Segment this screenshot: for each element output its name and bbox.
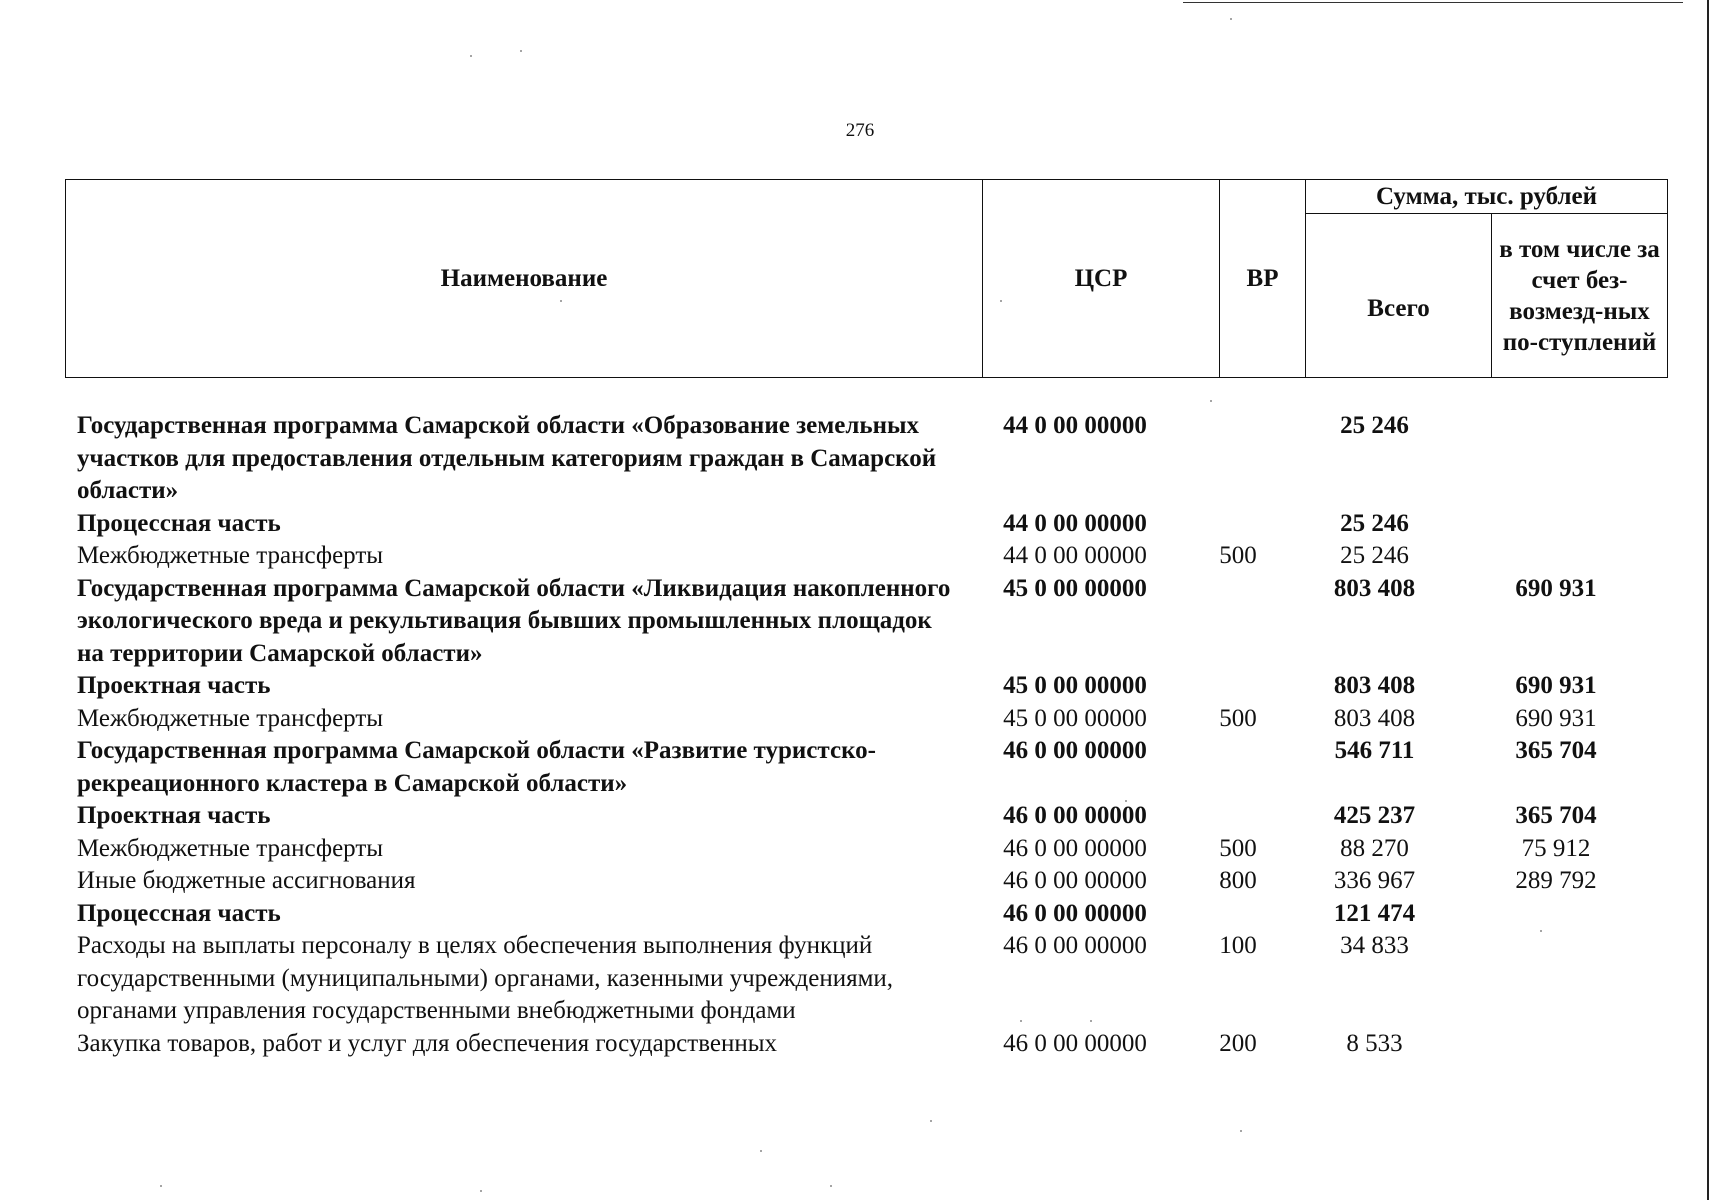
table-row [65,735,1668,800]
header-sum-group: Сумма, тыс. рублей [1306,180,1668,214]
row-name: Процессная часть [77,899,281,927]
table-row [65,670,1668,703]
row-grants: 365 704 [1515,802,1597,829]
scan-speck [1020,1020,1022,1022]
row-name: Государственная программа Самарской области «Образование земельных участков для предоставления отдельным категориям граждан в Самарской области» [77,412,937,504]
row-grants: 365 704 [1515,737,1597,764]
row-csr: 45 0 00 00000 [1003,704,1147,732]
scan-speck [1125,800,1127,802]
top-rule [1183,2,1683,3]
table-row [65,573,1668,671]
table-row [65,800,1668,833]
row-vr: 100 [1219,932,1257,959]
table-row [65,865,1668,898]
row-csr: 45 0 00 00000 [1003,672,1147,699]
scan-speck [1540,930,1542,932]
row-vr: 800 [1219,867,1257,894]
header-total: Всего [1306,214,1492,378]
row-total: 803 408 [1333,574,1416,602]
row-name: Государственная программа Самарской области «Развитие туристско-рекреационного кластера в Самарской области» [77,737,876,797]
scan-speck [830,1185,832,1187]
row-total: 25 246 [1340,542,1409,569]
table-row [65,540,1668,573]
table-body [65,410,1668,1060]
table-row [65,1028,1668,1061]
scan-speck [1240,1130,1242,1132]
table-header [65,179,1668,378]
page-edge [1707,0,1709,1200]
row-total: 803 408 [1333,704,1416,732]
row-csr: 46 0 00 00000 [1003,899,1147,927]
row-grants: 75 912 [1521,834,1591,862]
row-name: Закупка товаров, работ и услуг для обеспечения государственных [77,1029,778,1057]
row-name: Межбюджетные трансферты [77,834,384,862]
row-total: 425 237 [1333,802,1416,829]
row-total: 336 967 [1333,867,1416,894]
header-name: Наименование [66,180,983,378]
scan-speck [1230,18,1232,20]
row-csr: 44 0 00 00000 [1003,509,1147,537]
row-grants: 690 931 [1515,574,1597,602]
scan-speck [1090,1020,1092,1022]
header-csr: ЦСР [983,180,1220,378]
row-vr [1195,573,1281,671]
row-vr: 500 [1219,542,1257,569]
scan-speck [160,1185,162,1187]
row-csr: 46 0 00 00000 [1003,834,1147,862]
row-total: 546 711 [1334,737,1415,764]
row-csr: 46 0 00 00000 [1003,932,1147,959]
scan-speck [1000,300,1002,302]
header-grants: в том числе за счет без-возмезд-ных по-ступлений [1492,214,1668,378]
row-total: 25 246 [1340,509,1409,537]
row-csr: 46 0 00 00000 [1003,737,1147,764]
row-name: Государственная программа Самарской области «Ликвидация накопленного экологического вреда и рекультивация бывших промышленных площадок на территории Самарской области» [77,574,951,667]
row-vr [1195,410,1281,508]
row-total: 34 833 [1340,932,1409,959]
table-row [65,833,1668,866]
row-grants [1468,930,1644,1028]
scan-speck [470,55,472,57]
row-vr [1195,508,1281,541]
row-name: Процессная часть [77,509,281,537]
row-name: Расходы на выплаты персоналу в целях обеспечения выполнения функций государственными (муниципальными) органами, казенными учреждениями, органами управления государственными внебюджетными фондами [77,932,894,1024]
row-vr: 200 [1219,1029,1257,1057]
row-grants [1468,410,1644,508]
row-csr: 46 0 00 00000 [1003,1029,1147,1057]
row-vr [1195,898,1281,931]
row-grants [1468,508,1644,541]
row-grants: 690 931 [1515,672,1597,699]
row-vr: 500 [1219,704,1257,732]
row-csr: 46 0 00 00000 [1003,802,1147,829]
row-total: 25 246 [1340,412,1409,439]
row-grants [1468,540,1644,573]
row-total: 88 270 [1340,834,1409,862]
row-vr: 500 [1219,834,1257,862]
row-csr: 44 0 00 00000 [1003,412,1147,439]
row-total: 803 408 [1333,672,1416,699]
row-total: 8 533 [1346,1029,1403,1057]
row-vr [1195,670,1281,703]
row-grants: 690 931 [1515,704,1597,732]
table-row [65,410,1668,508]
page-number: 276 [845,120,875,141]
row-name: Межбюджетные трансферты [77,704,384,732]
table-row [65,930,1668,1028]
scan-speck [520,50,522,52]
row-total: 121 474 [1333,899,1416,927]
row-name: Межбюджетные трансферты [77,542,384,569]
row-name: Иные бюджетные ассигнования [77,867,416,894]
scan-speck [480,1190,482,1192]
row-csr: 46 0 00 00000 [1003,867,1147,894]
table-row [65,898,1668,931]
header-vr: ВР [1220,180,1306,378]
row-csr: 45 0 00 00000 [1003,574,1147,602]
row-grants [1468,898,1644,931]
scan-speck [760,1150,762,1152]
row-csr: 44 0 00 00000 [1003,542,1147,569]
row-grants [1468,1028,1644,1061]
row-name: Проектная часть [77,802,271,829]
table-row [65,703,1668,736]
table-row [65,508,1668,541]
row-vr [1195,735,1281,800]
row-name: Проектная часть [77,672,271,699]
row-grants: 289 792 [1515,867,1597,894]
scan-speck [1210,400,1212,402]
scan-speck [560,300,562,302]
scan-speck [930,1120,932,1122]
row-vr [1195,800,1281,833]
